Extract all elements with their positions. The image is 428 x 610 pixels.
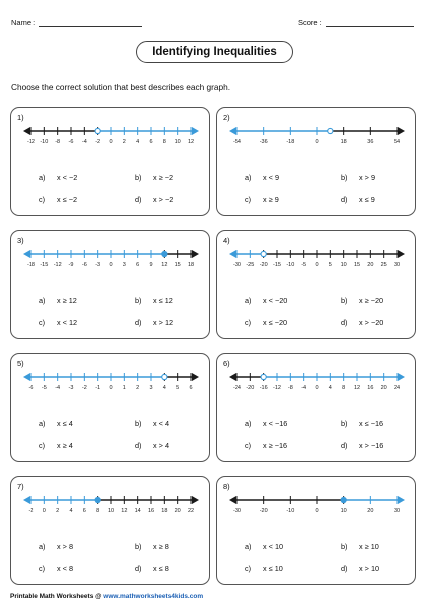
option-text: x > 10 <box>359 564 380 573</box>
tick-label: 14 <box>134 508 141 514</box>
answer-option[interactable] <box>39 195 77 204</box>
problem-card <box>216 353 416 462</box>
option-letter: b) <box>135 173 142 182</box>
answer-option[interactable] <box>245 296 287 305</box>
option-letter: d) <box>341 441 348 450</box>
option-text: x > 8 <box>57 542 74 551</box>
tick-label: 25 <box>380 262 387 268</box>
tick-label: 10 <box>107 508 115 514</box>
tick-label: 1 <box>122 385 126 391</box>
option-letter: a) <box>39 173 46 182</box>
solution-point <box>162 374 167 379</box>
option-letter: a) <box>245 173 252 182</box>
number-line <box>11 477 211 537</box>
option-text: x < −2 <box>57 173 78 182</box>
tick-label: 6 <box>82 508 86 514</box>
tick-label: -2 <box>28 508 34 514</box>
number-line <box>217 354 417 414</box>
tick-label: 12 <box>187 139 195 145</box>
arrow-right-icon <box>398 127 405 135</box>
footer <box>10 593 203 600</box>
option-letter: b) <box>135 296 142 305</box>
tick-label: -5 <box>41 385 47 391</box>
tick-label: 12 <box>353 385 361 391</box>
tick-label: 12 <box>121 508 128 514</box>
option-text: x ≥ 12 <box>57 296 77 305</box>
option-text: x > 9 <box>359 173 376 182</box>
tick-label: 20 <box>174 508 181 514</box>
answer-option[interactable] <box>341 542 379 551</box>
instructions: Choose the correct solution that best describes each graph. <box>11 82 231 92</box>
answer-option[interactable] <box>135 441 169 450</box>
tick-label: -3 <box>95 262 101 268</box>
tick-label: -12 <box>27 139 35 145</box>
problem-card <box>10 230 210 339</box>
answer-option[interactable] <box>245 195 279 204</box>
tick-label: 10 <box>340 262 347 268</box>
tick-label: 0 <box>109 385 113 391</box>
option-letter: c) <box>39 441 46 450</box>
tick-label: 4 <box>328 385 332 391</box>
answer-option[interactable] <box>341 318 383 327</box>
option-letter: c) <box>39 564 46 573</box>
option-text: x ≤ 12 <box>153 296 173 305</box>
answer-option[interactable] <box>245 441 287 450</box>
option-text: x ≤ 4 <box>57 419 73 428</box>
tick-label: -36 <box>259 139 268 145</box>
tick-label: 20 <box>367 262 374 268</box>
answer-option[interactable] <box>135 173 173 182</box>
solution-point <box>261 251 266 256</box>
option-letter: a) <box>39 296 46 305</box>
option-text: x > 12 <box>153 318 174 327</box>
score-line[interactable] <box>326 16 414 27</box>
tick-label: 15 <box>174 262 181 268</box>
footer-link[interactable]: www.mathworksheets4kids.com <box>103 593 204 600</box>
solution-point <box>95 128 100 133</box>
answer-option[interactable] <box>245 542 283 551</box>
answer-option[interactable] <box>341 195 375 204</box>
tick-label: 12 <box>161 262 168 268</box>
number-line <box>217 108 417 168</box>
tick-label: 16 <box>367 385 374 391</box>
arrow-left-icon <box>23 373 30 381</box>
option-text: x ≥ 8 <box>153 542 169 551</box>
problem-number: 8) <box>223 482 230 491</box>
tick-label: -20 <box>259 508 268 514</box>
arrow-right-icon <box>192 496 199 504</box>
arrow-right-icon <box>398 496 405 504</box>
arrow-left-icon <box>23 250 30 258</box>
solution-point <box>328 128 333 133</box>
tick-label: 4 <box>69 508 73 514</box>
tick-label: -4 <box>55 385 61 391</box>
option-letter: d) <box>135 195 142 204</box>
arrow-right-icon <box>192 373 199 381</box>
tick-label: -15 <box>273 262 281 268</box>
option-text: x ≥ −16 <box>263 441 288 450</box>
option-text: x < 9 <box>263 173 280 182</box>
number-line <box>11 108 211 168</box>
tick-label: -4 <box>81 139 87 145</box>
tick-label: -24 <box>233 385 241 391</box>
tick-label: -12 <box>53 262 62 268</box>
tick-label: -6 <box>28 385 34 391</box>
option-text: x > −2 <box>153 195 174 204</box>
option-text: x < 12 <box>57 318 78 327</box>
tick-label: -1 <box>95 385 101 391</box>
tick-label: 20 <box>367 508 374 514</box>
tick-label: 3 <box>122 262 126 268</box>
option-letter: c) <box>39 195 46 204</box>
footer-prefix: Printable Math Worksheets @ <box>10 593 104 600</box>
tick-label: 6 <box>149 139 153 145</box>
answer-option[interactable] <box>245 419 287 428</box>
tick-label: -15 <box>40 262 49 268</box>
answer-option[interactable] <box>135 195 173 204</box>
option-letter: c) <box>245 441 252 450</box>
tick-label: 2 <box>56 508 60 514</box>
tick-label: 24 <box>393 385 401 391</box>
tick-label: -3 <box>68 385 74 391</box>
solution-point <box>162 251 167 256</box>
option-letter: c) <box>245 564 252 573</box>
option-text: x > 4 <box>153 441 170 450</box>
option-text: x < −16 <box>263 419 288 428</box>
solution-point <box>341 497 346 502</box>
tick-label: -10 <box>286 262 295 268</box>
option-text: x > −20 <box>359 318 384 327</box>
tick-label: 8 <box>96 508 100 514</box>
option-letter: c) <box>245 318 252 327</box>
answer-option[interactable] <box>245 173 279 182</box>
answer-option[interactable] <box>39 441 73 450</box>
tick-label: 8 <box>342 385 346 391</box>
name-label: Name : <box>11 18 36 27</box>
option-letter: a) <box>39 542 46 551</box>
solution-point <box>261 374 266 379</box>
answer-option[interactable] <box>39 564 73 573</box>
tick-label: 20 <box>380 385 387 391</box>
tick-label: -6 <box>81 262 87 268</box>
answer-option[interactable] <box>245 318 287 327</box>
option-letter: b) <box>135 542 142 551</box>
tick-label: 54 <box>393 139 401 145</box>
score-label: Score : <box>298 18 322 27</box>
tick-label: 5 <box>176 385 180 391</box>
option-letter: a) <box>39 419 46 428</box>
tick-label: 9 <box>149 262 153 268</box>
answer-option[interactable] <box>341 173 375 182</box>
option-text: x > −16 <box>359 441 384 450</box>
answer-option[interactable] <box>39 296 77 305</box>
option-text: x < −20 <box>263 296 288 305</box>
tick-label: 0 <box>315 139 319 145</box>
tick-label: 5 <box>328 262 332 268</box>
arrow-right-icon <box>398 250 405 258</box>
option-text: x ≤ 10 <box>263 564 283 573</box>
option-text: x ≥ −2 <box>153 173 174 182</box>
answer-option[interactable] <box>39 318 77 327</box>
problem-number: 7) <box>17 482 24 491</box>
option-letter: d) <box>341 195 348 204</box>
arrow-left-icon <box>229 250 236 258</box>
solution-point <box>95 497 100 502</box>
option-letter: b) <box>341 296 348 305</box>
answer-option[interactable] <box>341 441 383 450</box>
option-text: x < 8 <box>57 564 74 573</box>
tick-label: -2 <box>95 139 101 145</box>
answer-option[interactable] <box>135 419 169 428</box>
option-letter: a) <box>245 419 252 428</box>
tick-label: -54 <box>233 139 241 145</box>
problem-card <box>10 107 210 216</box>
tick-label: 16 <box>147 508 155 514</box>
number-line <box>11 231 211 291</box>
arrow-right-icon <box>192 250 199 258</box>
option-text: x ≤ −16 <box>359 419 384 428</box>
answer-option[interactable] <box>341 296 383 305</box>
tick-label: 0 <box>109 139 113 145</box>
problem-card <box>10 353 210 462</box>
option-text: x ≤ −2 <box>57 195 78 204</box>
problem-number: 1) <box>17 113 24 122</box>
answer-option[interactable] <box>135 318 173 327</box>
tick-label: -12 <box>273 385 281 391</box>
option-text: x ≥ −20 <box>359 296 384 305</box>
tick-label: -25 <box>246 262 255 268</box>
option-letter: b) <box>341 542 348 551</box>
tick-label: -4 <box>301 385 307 391</box>
problem-number: 6) <box>223 359 230 368</box>
answer-option[interactable] <box>341 419 383 428</box>
tick-label: 2 <box>122 139 126 145</box>
answer-option[interactable] <box>39 173 77 182</box>
option-letter: b) <box>341 419 348 428</box>
answer-option[interactable] <box>135 542 169 551</box>
tick-label: 2 <box>136 385 140 391</box>
tick-label: -10 <box>286 508 295 514</box>
tick-label: 8 <box>162 139 166 145</box>
arrow-left-icon <box>229 373 236 381</box>
tick-label: 18 <box>161 508 168 514</box>
tick-label: 4 <box>136 139 140 145</box>
tick-label: 30 <box>393 508 401 514</box>
tick-label: 10 <box>340 508 347 514</box>
tick-label: -8 <box>55 139 61 145</box>
name-field[interactable] <box>11 16 142 27</box>
tick-label: 36 <box>367 139 374 145</box>
number-line <box>217 477 417 537</box>
page-title: Identifying Inequalities <box>136 41 293 63</box>
option-letter: d) <box>341 564 348 573</box>
tick-label: -30 <box>233 508 241 514</box>
option-letter: c) <box>245 195 252 204</box>
tick-label: -9 <box>68 262 74 268</box>
option-letter: b) <box>135 419 142 428</box>
option-letter: d) <box>135 318 142 327</box>
option-text: x ≥ 9 <box>263 195 279 204</box>
arrow-left-icon <box>23 496 30 504</box>
arrow-right-icon <box>192 127 199 135</box>
tick-label: 15 <box>353 262 361 268</box>
tick-label: -8 <box>287 385 293 391</box>
tick-label: -20 <box>259 262 268 268</box>
option-text: x ≤ −20 <box>263 318 288 327</box>
problem-card <box>216 230 416 339</box>
tick-label: 0 <box>315 508 319 514</box>
answer-option[interactable] <box>135 564 169 573</box>
score-field[interactable] <box>298 16 414 27</box>
tick-label: -5 <box>301 262 307 268</box>
tick-label: -16 <box>259 385 268 391</box>
arrow-left-icon <box>229 127 236 135</box>
tick-label: -2 <box>81 385 87 391</box>
answer-option[interactable] <box>39 542 73 551</box>
option-text: x ≥ 4 <box>57 441 73 450</box>
option-text: x ≤ 9 <box>359 195 375 204</box>
option-letter: a) <box>245 296 252 305</box>
arrow-left-icon <box>229 496 236 504</box>
problem-number: 4) <box>223 236 230 245</box>
option-text: x ≤ 8 <box>153 564 169 573</box>
number-line <box>11 354 211 414</box>
tick-label: 22 <box>187 508 195 514</box>
arrow-left-icon <box>23 127 30 135</box>
problem-number: 2) <box>223 113 230 122</box>
tick-label: 0 <box>315 385 319 391</box>
problem-card <box>10 476 210 585</box>
tick-label: 18 <box>340 139 347 145</box>
option-letter: a) <box>245 542 252 551</box>
answer-option[interactable] <box>245 564 283 573</box>
tick-label: 4 <box>162 385 166 391</box>
problem-card <box>216 107 416 216</box>
answer-option[interactable] <box>341 564 379 573</box>
tick-label: 30 <box>393 262 401 268</box>
option-text: x < 4 <box>153 419 170 428</box>
problem-card <box>216 476 416 585</box>
tick-label: 10 <box>174 139 181 145</box>
tick-label: -20 <box>246 385 255 391</box>
option-letter: c) <box>39 318 46 327</box>
answer-option[interactable] <box>135 296 173 305</box>
tick-label: 0 <box>42 508 46 514</box>
tick-label: -6 <box>68 139 74 145</box>
number-line <box>217 231 417 291</box>
problem-number: 3) <box>17 236 24 245</box>
tick-label: -18 <box>286 139 295 145</box>
arrow-right-icon <box>398 373 405 381</box>
option-letter: d) <box>135 441 142 450</box>
option-letter: d) <box>135 564 142 573</box>
tick-label: 18 <box>187 262 195 268</box>
option-text: x ≥ 10 <box>359 542 379 551</box>
option-letter: d) <box>341 318 348 327</box>
tick-label: 6 <box>136 262 140 268</box>
option-text: x < 10 <box>263 542 284 551</box>
tick-label: 3 <box>149 385 153 391</box>
problem-number: 5) <box>17 359 24 368</box>
tick-label: 0 <box>109 262 113 268</box>
tick-label: -10 <box>40 139 49 145</box>
answer-option[interactable] <box>39 419 73 428</box>
tick-label: -30 <box>233 262 241 268</box>
option-letter: b) <box>341 173 348 182</box>
tick-label: 0 <box>315 262 319 268</box>
tick-label: 6 <box>189 385 193 391</box>
name-line[interactable] <box>39 16 142 27</box>
tick-label: -18 <box>27 262 35 268</box>
